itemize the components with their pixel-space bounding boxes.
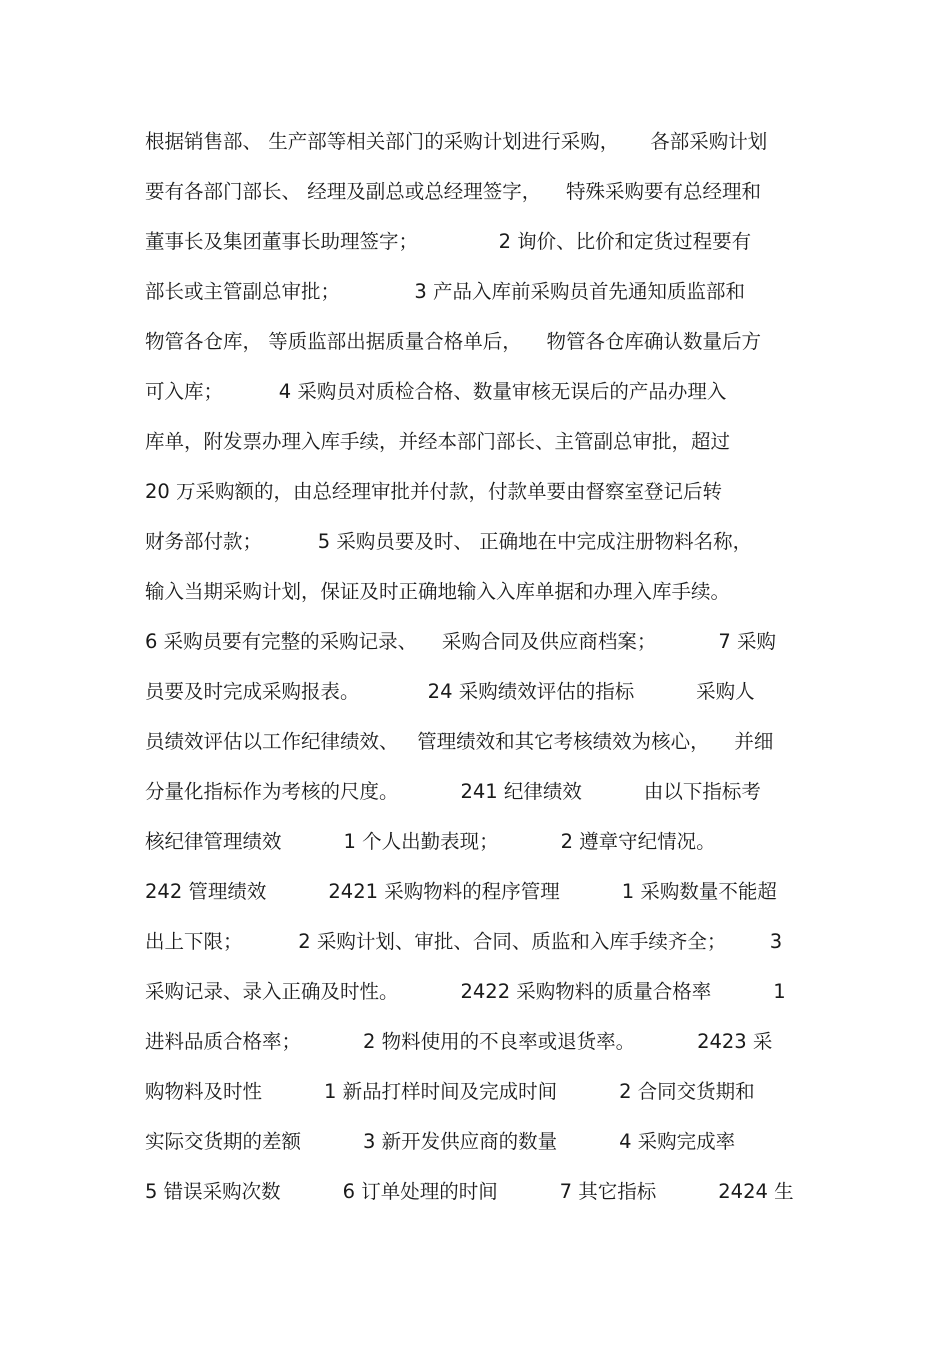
- text-line: 库单，附发票办理入库手续，并经本部门部长、主管副总审批，超过: [145, 430, 731, 453]
- text-line: 5 错误采购次数 6 订单处理的时间 7 其它指标 2424 生: [145, 1180, 794, 1203]
- text-line: 输入当期采购计划，保证及时正确地输入入库单据和办理入库手续。: [145, 580, 731, 603]
- text-line: 部长或主管副总审批； 3 产品入库前采购员首先通知质监部和: [145, 280, 745, 303]
- text-line: 董事长及集团董事长助理签字； 2 询价、比价和定货过程要有: [145, 230, 752, 253]
- text-line: 可入库； 4 采购员对质检合格、数量审核无误后的产品办理入: [145, 380, 727, 403]
- text-line: 员要及时完成采购报表。 24 采购绩效评估的指标 采购人: [145, 680, 755, 703]
- text-line: 物管各仓库， 等质监部出据质量合格单后， 物管各仓库确认数量后方: [145, 330, 761, 353]
- text-line: 6 采购员要有完整的采购记录、 采购合同及供应商档案； 7 采购: [145, 630, 776, 653]
- text-line: 进料品质合格率； 2 物料使用的不良率或退货率。 2423 采: [145, 1030, 773, 1053]
- body-text: [145, 117, 815, 1217]
- text-line: 实际交货期的差额 3 新开发供应商的数量 4 采购完成率: [145, 1130, 736, 1153]
- text-line: 20 万采购额的，由总经理审批并付款，付款单要由督察室登记后转: [145, 480, 723, 503]
- text-line: 核纪律管理绩效 1 个人出勤表现； 2 遵章守纪情况。: [145, 830, 716, 853]
- text-line: 出上下限； 2 采购计划、审批、合同、质监和入库手续齐全； 3: [145, 930, 783, 953]
- text-line: 采购记录、录入正确及时性。 2422 采购物料的质量合格率 1: [145, 980, 786, 1003]
- text-line: 购物料及时性 1 新品打样时间及完成时间 2 合同交货期和: [145, 1080, 755, 1103]
- text-line: 根据销售部、 生产部等相关部门的采购计划进行采购， 各部采购计划: [145, 130, 768, 153]
- text-line: 242 管理绩效 2421 采购物料的程序管理 1 采购数量不能超: [145, 880, 777, 903]
- text-line: 分量化指标作为考核的尺度。 241 纪律绩效 由以下指标考: [145, 780, 761, 803]
- text-line: 要有各部门部长、 经理及副总或总经理签字， 特殊采购要有总经理和: [145, 180, 761, 203]
- text-line: 财务部付款； 5 采购员要及时、 正确地在中完成注册物料名称，: [145, 530, 753, 553]
- text-line: 员绩效评估以工作纪律绩效、 管理绩效和其它考核绩效为核心， 并细: [145, 730, 774, 753]
